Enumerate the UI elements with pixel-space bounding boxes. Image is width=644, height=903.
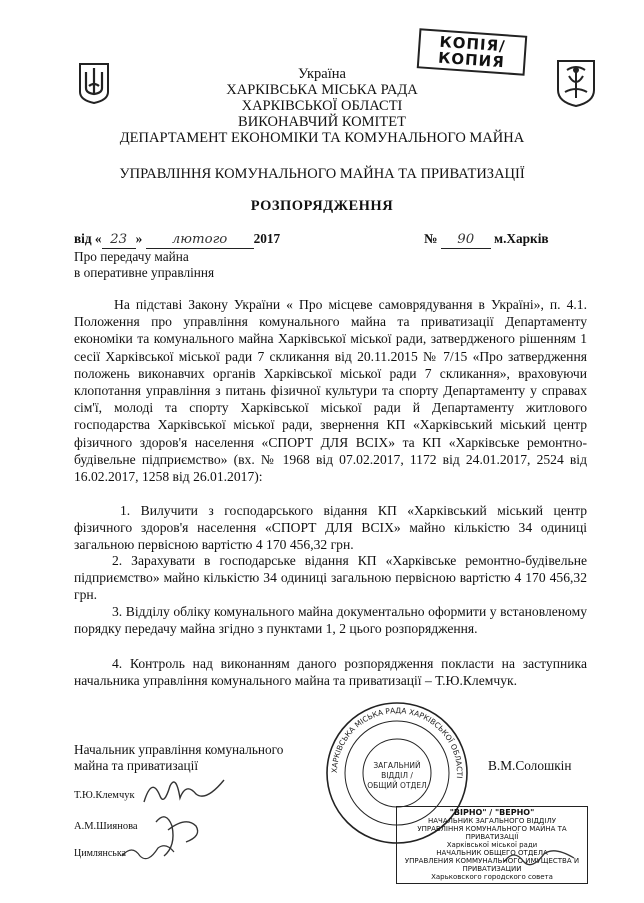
approval-shiianova: А.М.Шиянова bbox=[74, 821, 138, 832]
number-value: 90 bbox=[441, 231, 491, 249]
date-month: лютого bbox=[146, 231, 254, 249]
signature-scribble-icon bbox=[500, 846, 580, 870]
item-4: 4. Контроль над виконанням даного розпорядження покласти на заступника начальника управління комунального майна та приватизації – Т.Ю.Клемчук. bbox=[74, 656, 587, 689]
preamble-paragraph: На підставі Закону України « Про місцеве самоврядування в Україні», п. 4.1. Положення про управління комунального майна та приватизації Департаменту економіки та комунального майна Харківської міської ради, затвердженого рішенням 1 сесії Харківської міської ради 7 скликання від 20.11.2015 № 7/15 «Про затвердження положень виконавчих органів Харківської міської ради 7 скликання», враховуючи клопотання управління з питань фізичної культури та спорту Департаменту у справах сім'ї, молоді та спорту Харківської міської ради й Департаменту житлового господарства Харківської міської ради, звернення КП «Харківський міський центр фізичного здоров'я населення «СПОРТ ДЛЯ ВСІХ» та КП «Харківське ремонтно-будівельне підприємство» (вх. № 1968 від 07.02.2017, 1172 від 24.01.2017, 2524 від 16.02.2017, 1258 від 26.01.2017): bbox=[74, 297, 587, 485]
verified-stamp bbox=[396, 806, 588, 884]
signatory-position-line2: майна та приватизації bbox=[74, 758, 199, 773]
signatory-name: В.М.Солошкін bbox=[488, 758, 572, 773]
doc-title: РОЗПОРЯДЖЕННЯ bbox=[250, 198, 394, 214]
approval-klemchuk: Т.Ю.Клемчук bbox=[74, 790, 135, 801]
item-2: 2. Зарахувати в господарське відання КП «Харківське ремонтно-будівельне підприємство» майно кількістю 34 одиниці загальною первісною вартістю 4 170 456,32 грн. bbox=[74, 553, 587, 603]
verified-stamp-line2: УПРАВЛІННЯ КОМУНАЛЬНОГО МАЙНА ТА ПРИВАТИЗАЦІЇ bbox=[417, 825, 567, 841]
seal-center-line3: ОБЩИЙ ОТДЕЛ bbox=[367, 781, 427, 790]
city: м.Харків bbox=[494, 231, 549, 246]
subject-line1: Про передачу майна bbox=[74, 249, 189, 264]
verified-stamp-line5: УПРАВЛЕНИЯ КОММУНАЛЬНОГО ИМУЩЕСТВА И ПРИВАТИЗАЦИИ bbox=[404, 857, 580, 873]
signature-scribble-icon bbox=[118, 838, 178, 866]
copy-stamp-line2: КОПИЯ bbox=[437, 48, 506, 72]
signatory-position-line1: Начальник управління комунального bbox=[74, 742, 284, 757]
number-line bbox=[424, 230, 549, 249]
header-committee: ВИКОНАВЧИЙ КОМІТЕТ bbox=[238, 114, 406, 130]
header-country: Україна bbox=[298, 66, 346, 82]
seal-center-line2: ВІДДІЛ / bbox=[381, 771, 413, 780]
date-prefix: від « bbox=[74, 231, 102, 246]
date-line bbox=[74, 230, 280, 249]
date-sep: » bbox=[135, 231, 143, 246]
item-1: 1. Вилучити з господарського відання КП «Харківський міський центр фізичного здоров'я населення «СПОРТ ДЛЯ ВСІХ» майно кількістю 34 одиниці загальною первісною вартістю 4 170 456,32 грн. bbox=[74, 503, 587, 553]
header-city-council: ХАРКІВСЬКА МІСЬКА РАДА bbox=[226, 82, 418, 98]
copy-stamp-line1: КОПІЯ/ bbox=[438, 32, 507, 56]
date-day: 23 bbox=[102, 231, 136, 249]
header-region: ХАРКІВСЬКОЇ ОБЛАСТІ bbox=[241, 98, 403, 114]
header-department: ДЕПАРТАМЕНТ ЕКОНОМІКИ ТА КОМУНАЛЬНОГО МАЙНА bbox=[119, 130, 525, 146]
verified-stamp-line3: Харківської міської ради bbox=[446, 841, 538, 849]
verified-stamp-line1: НАЧАЛЬНИК ЗАГАЛЬНОГО ВІДДІЛУ bbox=[428, 817, 556, 825]
subject-line2: в оперативне управління bbox=[74, 265, 215, 280]
number-prefix: № bbox=[424, 231, 438, 246]
approval-tsymlianska: Цимлянська bbox=[74, 848, 126, 859]
verified-stamp-title: "ВІРНО" / "ВЕРНО" bbox=[449, 808, 535, 817]
seal-center-line1: ЗАГАЛЬНИЙ bbox=[373, 761, 421, 770]
seal-ring-text: ХАРКІВСЬКА МІСЬКА РАДА ХАРКІВСЬКОЇ ОБЛАСТІ bbox=[329, 705, 465, 779]
date-year: 2017 bbox=[253, 231, 281, 246]
header-office: УПРАВЛІННЯ КОМУНАЛЬНОГО МАЙНА ТА ПРИВАТИЗАЦІЇ bbox=[119, 166, 525, 182]
item-3: 3. Відділу обліку комунального майна документально оформити у встановленому порядку передачу майна згідно з пунктами 1, 2 цього розпорядження. bbox=[74, 604, 587, 637]
verified-stamp-line6: Харьковского городского совета bbox=[431, 873, 553, 881]
verified-stamp-line4: НАЧАЛЬНИК ОБЩЕГО ОТДЕЛА bbox=[436, 849, 548, 857]
